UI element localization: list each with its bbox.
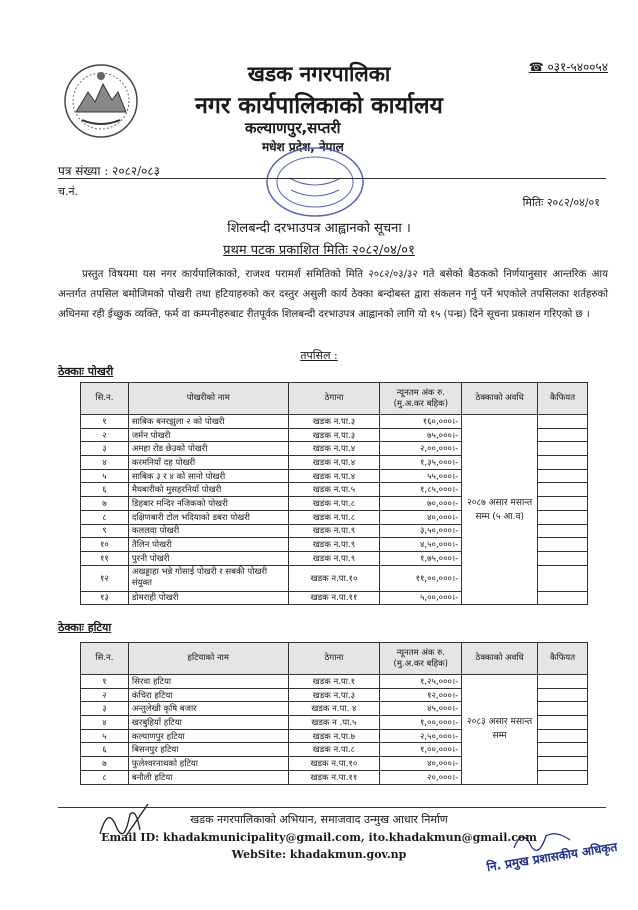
- cell-amount: ४,५०,०००।-: [380, 538, 462, 552]
- cell-remarks: [538, 415, 588, 429]
- cell-name: दक्षिणबारी टोल भदियाको डबरा पोखरी: [128, 510, 288, 524]
- officer-title: नि. प्रमुख प्रशासकीय अधिकृत: [485, 839, 619, 875]
- office-name: नगर कार्यपालिकाको कार्यालय: [195, 93, 443, 119]
- cell-name: जर्मन पोखरी: [128, 428, 288, 442]
- cell-remarks: [538, 716, 588, 730]
- details-heading: तपसिल :: [300, 349, 338, 362]
- cell-amount: ४०,०००।-: [380, 510, 462, 524]
- cell-remarks: [538, 497, 588, 511]
- cell-sn: ३: [81, 702, 129, 716]
- notice-body: प्रस्तुत विषयमा यस नगर कार्यपालिकाको, राजश्व परामर्श समितिको मिति २०८२/०३/३२ गते बसेको बैठकको निर्णयानुसार आन्तरिक आय अन्तर्गत तपसिल बमोजिमको पोखरी तथा हटियाहरुको कर दस्तुर असुली कार्य ठेक्का बन्दोबस्त द्वारा संकलन गर्नु पर्ने भएकोले तपसिलका शर्तहरुको अधिनमा रही ईच्छुक व्यक्ति, फर्म वा कम्पनीहरुबाट रीतपूर्वक शिलबन्दी दरभाउपत्र आह्वानको लागि यो १५ (पन्ध्र) दिने सूचना प्रकाशन गरिएको छ ।: [58, 269, 608, 320]
- cell-sn: ७: [81, 497, 129, 511]
- cell-amount: १,००,०००।-: [380, 716, 462, 730]
- ponds-table: [80, 382, 588, 605]
- publication-date: प्रथम पटक प्रकाशित मितिः २०८२/०४/०१: [223, 243, 415, 258]
- cell-sn: ६: [81, 483, 129, 497]
- cell-sn: ७: [81, 757, 129, 771]
- cell-remarks: [538, 591, 588, 605]
- cell-sn: १०: [81, 538, 129, 552]
- ponds-heading: ठेक्काः पोखरी: [58, 365, 114, 378]
- cell-sn: ४: [81, 716, 129, 730]
- phone-number: ☎ ०३१-५४००५४: [528, 60, 608, 74]
- cell-amount: ४०,०००।-: [380, 757, 462, 771]
- cell-remarks: [538, 688, 588, 702]
- cell-address: खडक न.पा.१०: [288, 757, 380, 771]
- cell-address: खडक न.पा.११: [288, 770, 380, 784]
- office-location: कल्याणपुर,सप्तरी: [245, 119, 341, 137]
- cell-name: कंचिरा हटिया: [128, 688, 288, 702]
- cell-address: खडक न.पा.३: [288, 428, 380, 442]
- markets-heading: ठेक्काः हटिया: [58, 621, 112, 634]
- cell-address: खडक न.पा.९: [288, 524, 380, 538]
- cell-amount: ७५,०००।-: [380, 428, 462, 442]
- cell-address: खडक न.पा.४: [288, 456, 380, 470]
- cell-address: खडक न.पा.९: [288, 538, 380, 552]
- cell-sn: ६: [81, 743, 129, 757]
- table-row: [81, 415, 588, 429]
- cell-sn: १: [81, 415, 129, 429]
- cell-name: अखड्डाहा भन्ने गोसाई पोखरी र सबकी पोखरी संयुक्त: [128, 565, 288, 591]
- cell-name: कललवा पोखरी: [128, 524, 288, 538]
- office-stamp: [255, 142, 375, 222]
- cell-name: बिसनपुर हटिया: [128, 743, 288, 757]
- cell-name: फुलेश्वरनाथको हटिया: [128, 757, 288, 771]
- notice-title: शिलबन्दी दरभाउपत्र आह्वानको सूचना ।: [227, 221, 411, 236]
- cell-sn: ९: [81, 524, 129, 538]
- cell-address: खडक न.पा.८: [288, 497, 380, 511]
- cell-sn: १२: [81, 565, 129, 591]
- cell-amount: ७०,०००।-: [380, 497, 462, 511]
- reference-number: पत्र संख्या : २०८२/०८३: [58, 164, 160, 178]
- cell-address: खडक न.पा. ४: [288, 702, 380, 716]
- footer-email: Email ID: khadakmunicipality@gmail.com, ito.khadakmun@gmail.com: [101, 831, 537, 844]
- cell-period: २०८३ असार मसान्त सम्म: [462, 675, 538, 785]
- cell-amount: १,७५,०००।-: [380, 551, 462, 565]
- cell-amount: १,००,०००।-: [380, 743, 462, 757]
- cell-remarks: [538, 469, 588, 483]
- cell-address: खडक न.पा.४: [288, 442, 380, 456]
- cell-remarks: [538, 675, 588, 689]
- letter-date: मितिः २०८२/०४/०१: [522, 196, 600, 209]
- cell-sn: ५: [81, 469, 129, 483]
- cell-address: खडक न.पा.८: [288, 510, 380, 524]
- cell-sn: १: [81, 675, 129, 689]
- municipality-name: खडक नगरपालिका: [247, 62, 391, 86]
- col-min-amount: न्यूनतम अंक रु. (मु.अ.कर बहिक): [380, 643, 462, 675]
- cell-address: खडक न.पा.८: [288, 743, 380, 757]
- footer-slogan: खडक नगरपालिकाको अभियान, समाजवाद उन्मुख आधार निर्माण: [190, 813, 448, 826]
- col-address: ठेगाना: [288, 643, 380, 675]
- table-row: [81, 675, 588, 689]
- cell-amount: ११,००,०००।-: [380, 565, 462, 591]
- cell-amount: ३,५०,०००।-: [380, 524, 462, 538]
- cell-amount: १,२५,०००।-: [380, 675, 462, 689]
- cell-remarks: [538, 456, 588, 470]
- cell-remarks: [538, 510, 588, 524]
- cell-amount: ५५,०००।-: [380, 469, 462, 483]
- col-market-name: हटियाको नाम: [128, 643, 288, 675]
- ponds-header-row: [81, 383, 588, 415]
- cell-sn: ११: [81, 551, 129, 565]
- footer-divider: [58, 807, 606, 808]
- markets-table: [80, 642, 588, 785]
- col-min-amount: न्यूनतम अंक रु. (मु.अ.कर बहिक): [380, 383, 462, 415]
- cell-amount: २०,०००।-: [380, 770, 462, 784]
- cell-sn: ३: [81, 442, 129, 456]
- col-sn: सि.न.: [81, 643, 129, 675]
- cell-address: खडक न.पा.११: [288, 591, 380, 605]
- cell-name: सिरवा हटिया: [128, 675, 288, 689]
- col-remarks: कैफियत: [538, 383, 588, 415]
- cell-address: खडक न.पा.३: [288, 688, 380, 702]
- province-name: मधेश प्रदेश, नेपाल: [262, 140, 344, 154]
- cell-name: खरबुहियाँ हटिया: [128, 716, 288, 730]
- cell-address: खडक न.पा.९: [288, 551, 380, 565]
- cell-remarks: [538, 538, 588, 552]
- cell-amount: १६०,०००।-: [380, 415, 462, 429]
- cell-amount: २,५०,०००।-: [380, 729, 462, 743]
- cell-remarks: [538, 743, 588, 757]
- header-divider: [58, 178, 606, 179]
- cell-name: डोमराही पोखरी: [128, 591, 288, 605]
- cell-address: खडक न.पा.१: [288, 675, 380, 689]
- cell-amount: १,३५,०००।-: [380, 456, 462, 470]
- cell-name: तैलिन पोखरी: [128, 538, 288, 552]
- cell-remarks: [538, 483, 588, 497]
- cell-remarks: [538, 702, 588, 716]
- col-remarks: कैफियत: [538, 643, 588, 675]
- cell-remarks: [538, 729, 588, 743]
- cell-name: अन्तुलेखी कृषि बजार: [128, 702, 288, 716]
- cell-name: कल्याणपुर हटिया: [128, 729, 288, 743]
- cell-sn: ८: [81, 770, 129, 784]
- cell-remarks: [538, 428, 588, 442]
- col-pond-name: पोखरीको नाम: [128, 383, 288, 415]
- cell-name: अमहा रोड छेउको पोखरी: [128, 442, 288, 456]
- cell-remarks: [538, 551, 588, 565]
- cell-remarks: [538, 770, 588, 784]
- cell-name: साबिक ३ र ४ को सानो पोखरी: [128, 469, 288, 483]
- cell-period: २०८७ असार मसान्त सम्म (५ आ.व): [462, 415, 538, 605]
- cell-amount: २,००,०००।-: [380, 442, 462, 456]
- cell-address: खडक न.पा.७: [288, 729, 380, 743]
- cell-amount: १२,०००।-: [380, 688, 462, 702]
- cell-remarks: [538, 524, 588, 538]
- cell-address: खडक न .पा.५: [288, 716, 380, 730]
- cell-name: पुरनी पोखरी: [128, 551, 288, 565]
- cell-name: साबिक बनरझुला २ को पोखरी: [128, 415, 288, 429]
- col-period: ठेक्काको अवधि: [462, 383, 538, 415]
- cell-address: खडक न.पा.५: [288, 483, 380, 497]
- cell-address: खडक न.पा.१०: [288, 565, 380, 591]
- cell-remarks: [538, 565, 588, 591]
- footer-website: WebSite: khadakmun.gov.np: [231, 848, 407, 861]
- cell-name: करमनियाँ दह पोखरी: [128, 456, 288, 470]
- dispatch-number: च.नं.: [58, 185, 79, 198]
- cell-sn: ८: [81, 510, 129, 524]
- cell-address: खडक न.पा.३: [288, 415, 380, 429]
- col-sn: सि.न.: [81, 383, 129, 415]
- cell-name: बनौली हटिया: [128, 770, 288, 784]
- cell-amount: ४५,०००।-: [380, 702, 462, 716]
- cell-name: डिहबार मन्दिर नजिकको पोखरी: [128, 497, 288, 511]
- cell-amount: १,८५,०००।-: [380, 483, 462, 497]
- cell-sn: १३: [81, 591, 129, 605]
- cell-amount: ५,००,०००।-: [380, 591, 462, 605]
- col-period: ठेक्काको अवधि: [462, 643, 538, 675]
- col-address: ठेगाना: [288, 383, 380, 415]
- cell-sn: २: [81, 428, 129, 442]
- cell-sn: ५: [81, 729, 129, 743]
- markets-header-row: [81, 643, 588, 675]
- cell-name: मैघबारीको मुसहरनियाँ पोखरी: [128, 483, 288, 497]
- cell-sn: २: [81, 688, 129, 702]
- cell-address: खडक न.पा.४: [288, 469, 380, 483]
- cell-sn: ४: [81, 456, 129, 470]
- cell-remarks: [538, 442, 588, 456]
- cell-remarks: [538, 757, 588, 771]
